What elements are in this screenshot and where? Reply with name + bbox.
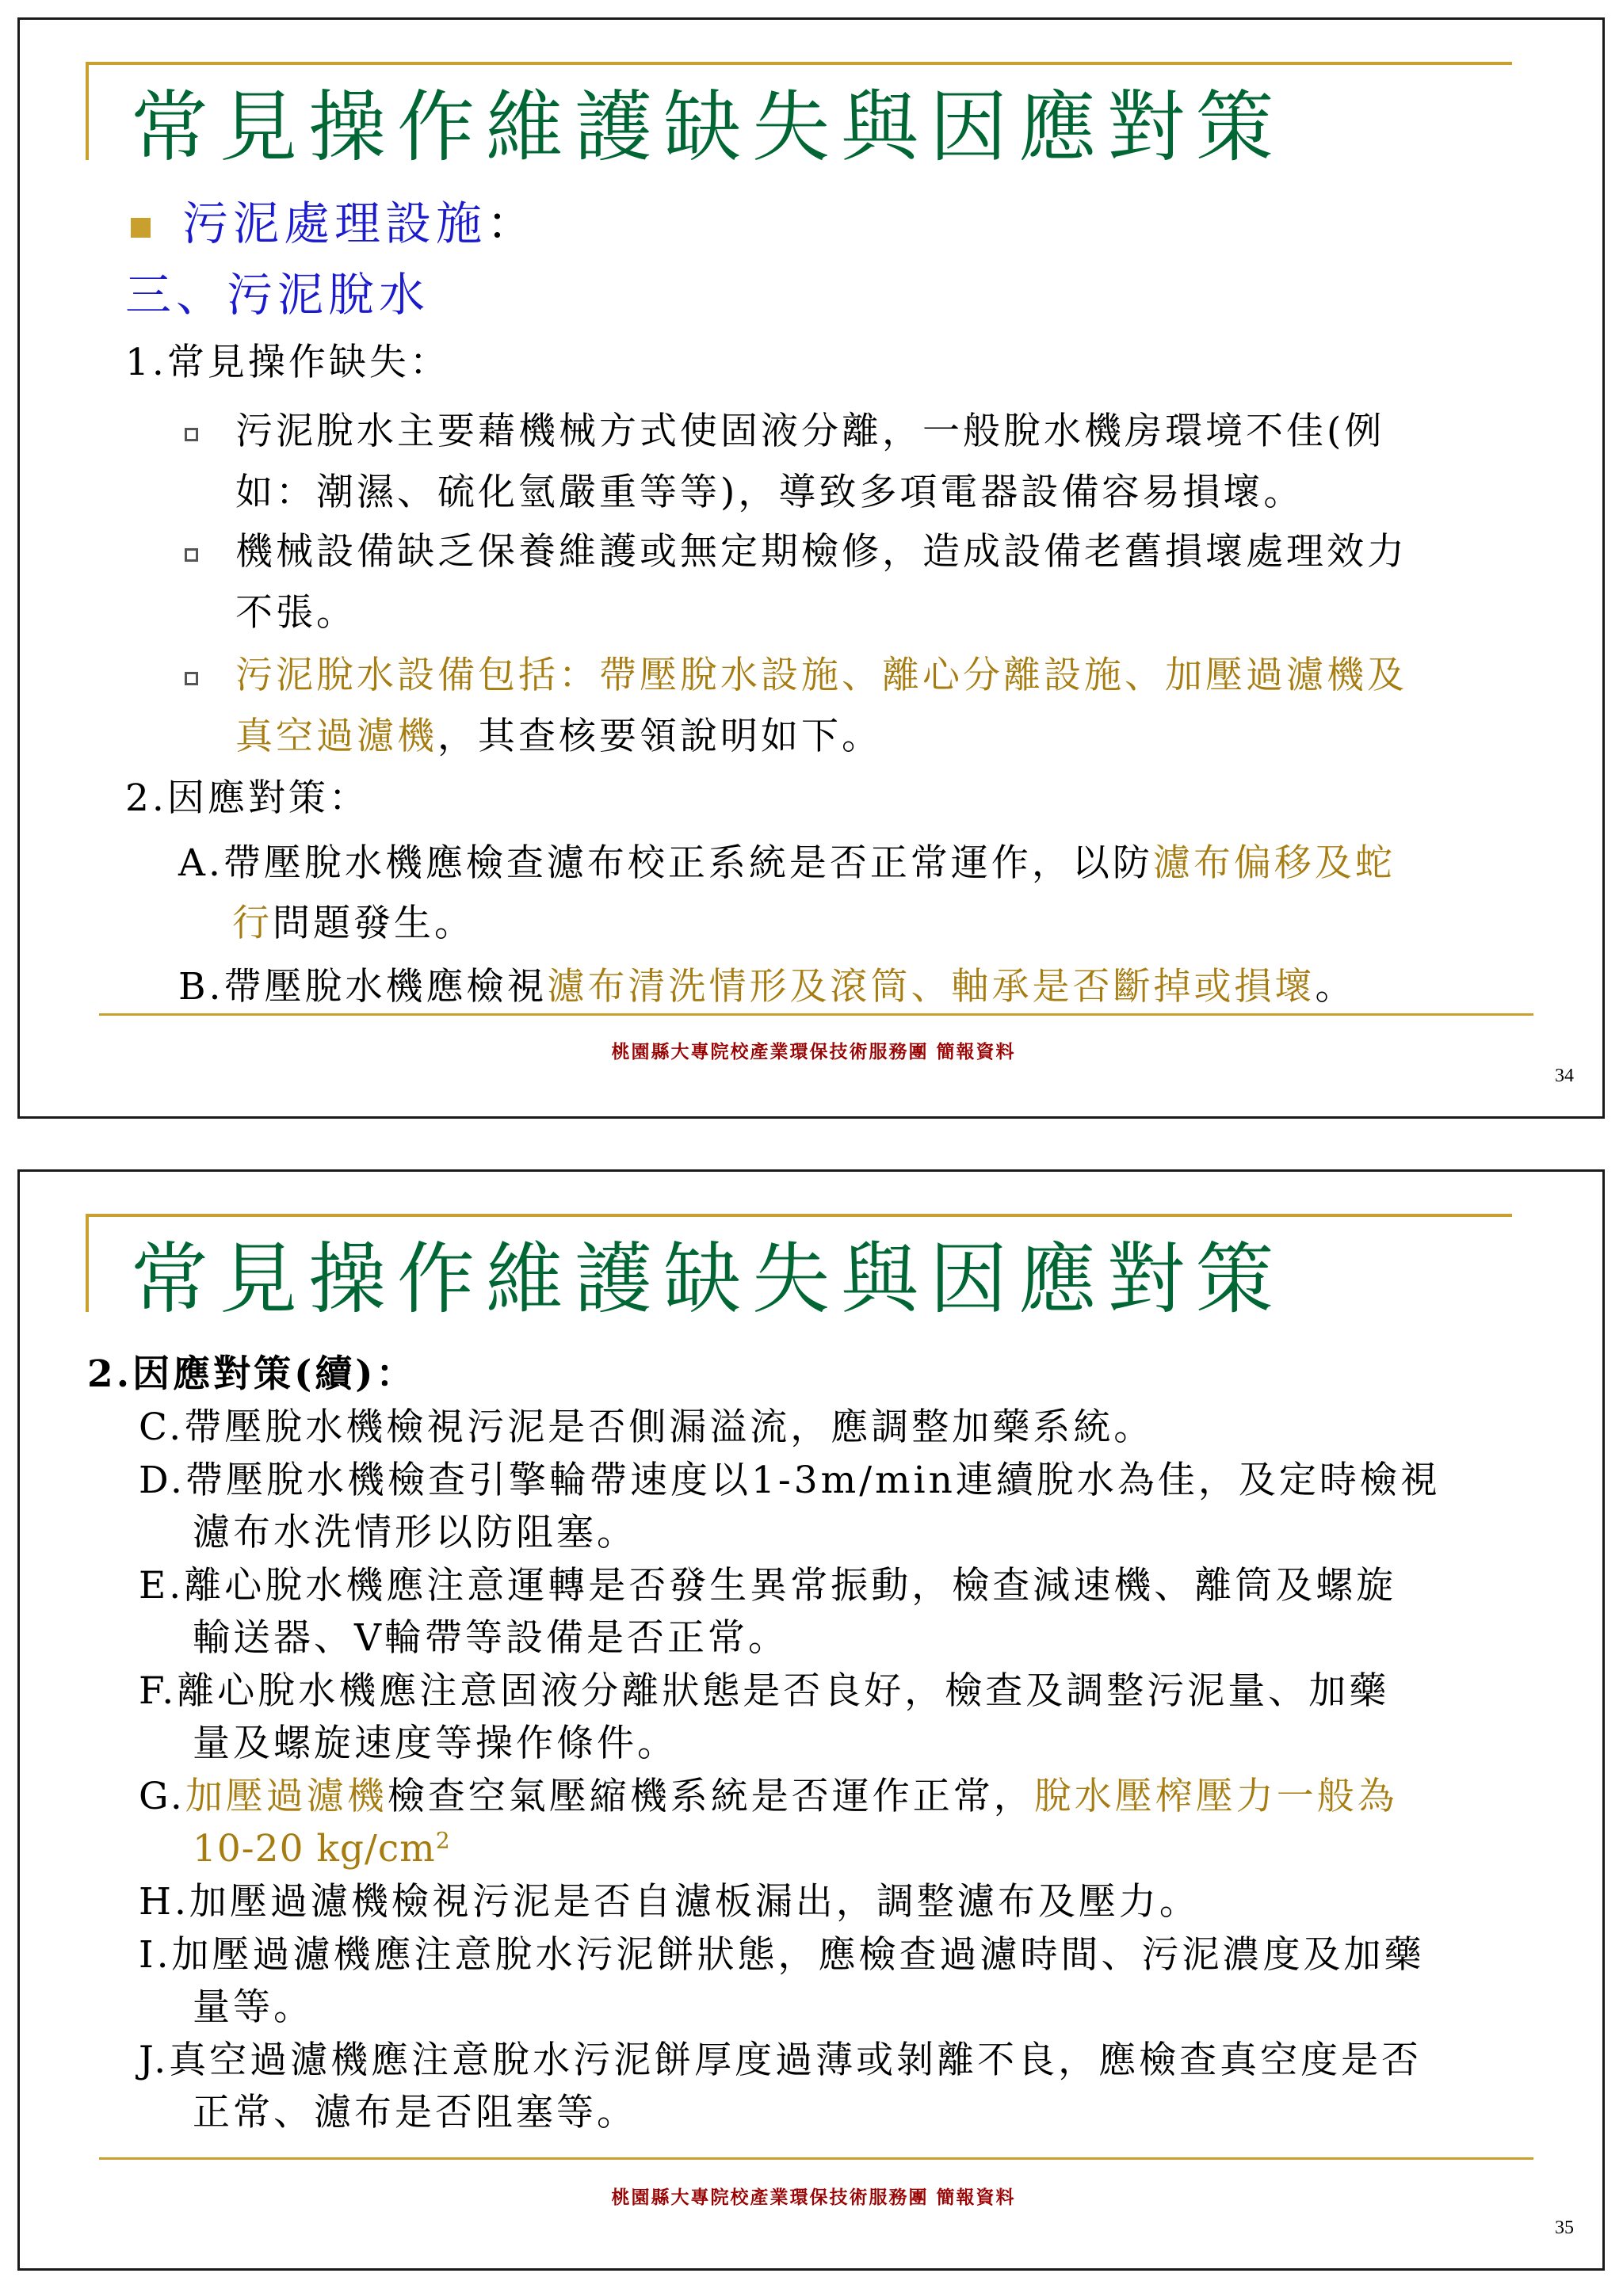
heading-common-defects: 1.常見操作缺失： — [125, 341, 450, 384]
item-e-line1: E.離心脫水機應注意運轉是否發生異常振動，檢查減速機、離筒及螺旋 — [139, 1564, 1397, 1608]
item-j-line2: 正常、濾布是否阻塞等。 — [193, 2091, 637, 2134]
page-number: 35 — [1555, 2218, 1574, 2238]
heading-countermeasures: 2.因應對策： — [125, 776, 369, 820]
item-h: H.加壓過濾機檢視污泥是否自濾板漏出，調整濾布及壓力。 — [139, 1880, 1200, 1924]
section-heading: 污泥處理設施： — [182, 196, 538, 250]
footer-text: 桃園縣大專院校產業環保技術服務團 簡報資料 — [611, 1041, 1016, 1062]
item-g-line2: 10-20 $kg/cm^2$ — [193, 1827, 451, 1871]
item-a-line1: A.帶壓脫水機應檢查濾布校正系統是否正常運作，以防濾布偏移及蛇 — [178, 841, 1396, 885]
bullet-text: 污泥脫水設備包括：帶壓脫水設施、離心分離設施、加壓過濾機及 — [235, 654, 1407, 697]
title-accent-line — [86, 62, 1512, 65]
page-number: 34 — [1555, 1066, 1574, 1086]
bullet-text: 如：潮濕、硫化氫嚴重等等)，導致多項電器設備容易損壞。 — [235, 471, 1304, 514]
item-i-line1: I.加壓過濾機應注意脫水污泥餅狀態，應檢查過濾時間、污泥濃度及加藥 — [139, 1933, 1425, 1977]
item-e-line2: 輸送器、V輪帶等設備是否正常。 — [193, 1616, 789, 1660]
slide-35 — [17, 1169, 1605, 2271]
item-d-line1: D.帶壓脫水機檢查引擎輪帶速度以1-3m/min連續脫水為佳，及定時檢視 — [139, 1459, 1441, 1502]
footer-divider — [99, 2157, 1533, 2160]
item-i-line2: 量等。 — [193, 1985, 314, 2029]
slide-title: 常見操作維護缺失與因應對策 — [131, 1234, 1285, 1325]
bullet-text: 真空過濾機，其查核要領說明如下。 — [235, 715, 882, 758]
heading-countermeasures-cont: 2.因應對策(續)： — [87, 1352, 417, 1396]
item-a-line2: 行問題發生。 — [232, 902, 475, 945]
bullet-text: 不張。 — [235, 591, 357, 635]
bullet-text: 機械設備缺乏保養維護或無定期檢修，造成設備老舊損壞處理效力 — [235, 530, 1407, 574]
footer-text: 桃園縣大專院校產業環保技術服務團 簡報資料 — [611, 2187, 1016, 2208]
item-d-line2: 濾布水洗情形以防阻塞。 — [193, 1511, 637, 1554]
checkbox-bullet-icon — [185, 672, 198, 685]
square-bullet-icon — [131, 218, 151, 238]
item-c: C.帶壓脫水機檢視污泥是否側漏溢流，應調整加藥系統。 — [139, 1405, 1155, 1449]
item-b: B.帶壓脫水機應檢視濾布清洗情形及滾筒、軸承是否斷掉或損壞。 — [178, 965, 1356, 1009]
footer-divider — [99, 1013, 1533, 1016]
checkbox-bullet-icon — [185, 548, 198, 562]
item-f-line1: F.離心脫水機應注意固液分離狀態是否良好，檢查及調整污泥量、加藥 — [139, 1669, 1390, 1713]
checkbox-bullet-icon — [185, 428, 198, 441]
item-g-line1: G.加壓過濾機檢查空氣壓縮機系統是否運作正常，脫水壓榨壓力一般為 — [139, 1775, 1398, 1818]
item-j-line1: J.真空過濾機應注意脫水污泥餅厚度過薄或剝離不良，應檢查真空度是否 — [139, 2039, 1423, 2082]
item-f-line2: 量及螺旋速度等操作條件。 — [193, 1722, 678, 1765]
title-accent-bar — [86, 1214, 89, 1312]
slide-34 — [17, 17, 1605, 1119]
bullet-text: 污泥脫水主要藉機械方式使固液分離，一般脫水機房環境不佳(例 — [235, 410, 1385, 453]
title-accent-line — [86, 1214, 1512, 1217]
subsection-heading: 三、污泥脫水 — [125, 268, 430, 322]
slide-title: 常見操作維護缺失與因應對策 — [131, 82, 1285, 173]
title-accent-bar — [86, 62, 89, 160]
